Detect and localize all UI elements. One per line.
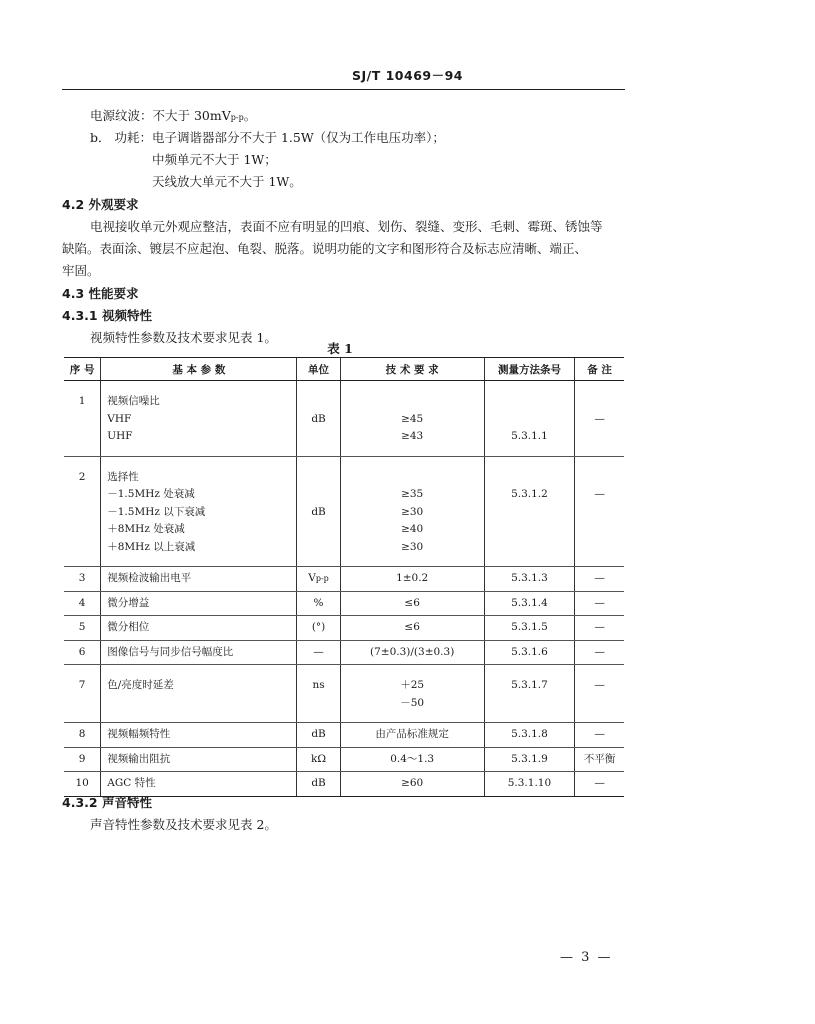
row-method-line [485, 428, 575, 446]
row-method-line [485, 775, 575, 793]
row-method-line [485, 644, 575, 662]
section-4-2-para-line2: 缺陷。表面涂、镀层不应起泡、龟裂、脱落。说明功能的文字和图形符合及标志应清晰、端正、 [62, 241, 588, 256]
row-parameter-text: 视频检波输出电平 [107, 572, 192, 584]
row-no-text: 2 [78, 470, 86, 483]
row-unit-line [297, 775, 339, 793]
row-note [575, 456, 624, 567]
row-parameter-line [107, 751, 296, 769]
row-no-text: 4 [78, 596, 86, 609]
row-method [484, 640, 575, 665]
row-no [64, 456, 101, 567]
row-note [575, 591, 624, 616]
row-parameter [101, 665, 297, 723]
header-parameter: 基 本 参 数 [101, 358, 297, 381]
row-method-text: 5.3.1.5 [511, 621, 548, 633]
row-parameter-text: －1.5MHz 以下衰减 [107, 505, 206, 518]
row-no-text: 1 [78, 395, 86, 407]
row-parameter [101, 747, 297, 772]
row-method-text: 5.3.1.2 [511, 488, 548, 500]
table-row [64, 665, 624, 723]
power-consumption-line: b． 功耗：电子调谐器部分不大于 1.5W（仅为工作电压功率）； [90, 130, 445, 145]
row-parameter-text: ＋8MHz 处衰减 [107, 523, 185, 535]
row-method-line [485, 695, 575, 713]
row-requirement [340, 616, 484, 641]
row-note-line [575, 504, 624, 522]
row-requirement-line [341, 411, 484, 429]
row-parameter-line [107, 521, 296, 539]
row-unit [297, 723, 340, 748]
row-parameter-text: VHF [107, 412, 132, 425]
table-row [64, 567, 624, 592]
row-note-line [575, 411, 624, 429]
row-method-text: 5.3.1.9 [511, 752, 548, 765]
row-parameter-text: 微分增益 [107, 596, 150, 609]
row-unit-line [297, 619, 339, 637]
row-unit-line [297, 411, 339, 429]
row-unit [297, 640, 340, 665]
row-unit [297, 772, 340, 797]
header-requirement: 技 术 要 求 [340, 358, 484, 381]
row-method-line [485, 726, 575, 744]
ripple-line [90, 106, 256, 124]
header-rule [62, 89, 625, 90]
row-unit-line [297, 428, 339, 446]
row-requirement [340, 747, 484, 772]
row-note-line [575, 428, 624, 446]
table-row [64, 381, 624, 457]
row-parameter [101, 381, 297, 457]
row-note-text: — [594, 572, 605, 584]
table-row [64, 591, 624, 616]
section-4-2-para-line1: 电视接收单元外观应整洁，表面不应有明显的凹痕、划伤、裂缝、变形、毛刺、霉斑、锈蚀等 [90, 219, 603, 234]
ripple-subscript: p-p [230, 113, 244, 122]
row-method [484, 456, 575, 567]
row-requirement-text: ≥40 [401, 523, 424, 535]
row-requirement-text: (7±0.3)/(3±0.3) [370, 645, 455, 658]
row-method [484, 723, 575, 748]
section-4-2-title: 4.2 外观要求 [62, 197, 139, 212]
table-header-row [64, 358, 624, 381]
row-parameter-text: －1.5MHz 处衰减 [107, 488, 195, 500]
table-row [64, 723, 624, 748]
row-requirement-line [341, 595, 484, 613]
row-method-text: 5.3.1.7 [511, 679, 548, 691]
row-method-line [485, 570, 575, 588]
row-requirement-text: ≥35 [401, 488, 424, 500]
row-note-line [575, 539, 624, 557]
row-method [484, 591, 575, 616]
row-note [575, 772, 624, 797]
table-row [64, 640, 624, 665]
row-parameter-text: 选择性 [107, 470, 139, 483]
header-note: 备 注 [575, 358, 624, 381]
row-no [64, 381, 101, 457]
row-parameter [101, 591, 297, 616]
row-method-line [485, 486, 575, 504]
row-requirement-text: ≥30 [401, 540, 424, 553]
row-requirement-text: ≤6 [404, 596, 420, 609]
row-requirement-line [341, 570, 484, 588]
row-parameter-line [107, 644, 296, 662]
row-note-line [575, 570, 624, 588]
table-row [64, 456, 624, 567]
row-note-text: 不平衡 [583, 752, 616, 765]
row-requirement-line [341, 428, 484, 446]
row-method-line [485, 677, 575, 695]
row-note [575, 381, 624, 457]
row-unit-text: dB [311, 505, 326, 518]
document-header: SJ/T 10469－94 [352, 68, 463, 83]
row-note-line [575, 486, 624, 504]
row-no [64, 616, 101, 641]
row-unit-line [297, 726, 339, 744]
row-note-text: — [594, 488, 605, 500]
row-note-text: — [594, 645, 605, 658]
row-requirement [340, 665, 484, 723]
row-note-line [575, 469, 624, 487]
row-no [64, 591, 101, 616]
row-requirement-text: ＋25 [400, 679, 425, 691]
row-unit-text: dB [311, 412, 326, 425]
table-caption: 表 1 [327, 341, 353, 356]
row-note-line [575, 775, 624, 793]
row-parameter-line [107, 428, 296, 446]
page-number: — 3 — [560, 950, 613, 965]
row-unit-line [297, 644, 339, 662]
header-unit: 单位 [297, 358, 340, 381]
row-method-line [485, 411, 575, 429]
row-parameter-line [107, 539, 296, 557]
row-parameter [101, 567, 297, 592]
row-no-text: 9 [78, 752, 86, 765]
row-unit-text: dB [311, 728, 326, 740]
row-unit [297, 381, 340, 457]
row-requirement-text: 由产品标准规定 [375, 728, 449, 740]
row-unit [297, 616, 340, 641]
row-unit-line [297, 570, 339, 588]
row-unit-text: (°) [311, 621, 326, 633]
row-method-text: 5.3.1.10 [507, 777, 552, 789]
table-row [64, 747, 624, 772]
row-method-text: 5.3.1.3 [511, 572, 548, 584]
row-requirement [340, 381, 484, 457]
row-method [484, 567, 575, 592]
row-requirement [340, 567, 484, 592]
row-requirement-line [341, 726, 484, 744]
row-no-text: 8 [78, 728, 86, 740]
row-requirement-text: －50 [400, 696, 425, 709]
row-note [575, 616, 624, 641]
row-requirement-line [341, 695, 484, 713]
row-unit [297, 747, 340, 772]
row-unit-line [297, 595, 339, 613]
row-requirement [340, 772, 484, 797]
row-no [64, 747, 101, 772]
row-note [575, 640, 624, 665]
row-no-text: 10 [75, 777, 89, 789]
row-parameter-line [107, 595, 296, 613]
header-method: 测量方法条号 [484, 358, 575, 381]
row-parameter-line [107, 393, 296, 411]
row-parameter-text: 视频信噪比 [107, 395, 160, 407]
row-requirement-line [341, 393, 484, 411]
row-method [484, 381, 575, 457]
power-antenna-line: 天线放大单元不大于 1W。 [152, 174, 302, 189]
row-unit [297, 567, 340, 592]
row-parameter-text: UHF [107, 430, 133, 442]
row-requirement-line [341, 619, 484, 637]
row-note-text: — [594, 596, 605, 609]
row-requirement-text: 1±0.2 [396, 572, 429, 584]
row-method-line [485, 469, 575, 487]
row-method-line [485, 539, 575, 557]
row-requirement-line [341, 486, 484, 504]
row-note [575, 723, 624, 748]
section-4-3-2-para: 声音特性参数及技术要求见表 2。 [90, 817, 277, 832]
row-note-text: — [594, 728, 605, 740]
section-4-3-1-title: 4.3.1 视频特性 [62, 308, 152, 323]
row-requirement-line [341, 521, 484, 539]
row-method-line [485, 595, 575, 613]
row-parameter [101, 640, 297, 665]
section-4-3-1-para: 视频特性参数及技术要求见表 1。 [90, 330, 277, 345]
row-note-text: — [594, 777, 605, 789]
row-note-line [575, 695, 624, 713]
row-note-line [575, 595, 624, 613]
row-note [575, 747, 624, 772]
row-parameter-text: 微分相位 [107, 621, 150, 633]
row-note-line [575, 644, 624, 662]
row-unit-line [297, 393, 339, 411]
ripple-text: 电源纹波：不大于 30mV [90, 108, 231, 123]
row-unit-line [297, 677, 339, 695]
row-parameter-line [107, 726, 296, 744]
row-parameter-line [107, 570, 296, 588]
row-requirement-text: ≥60 [401, 777, 424, 789]
row-no [64, 640, 101, 665]
row-unit-text: — [313, 645, 324, 658]
row-no-text: 5 [78, 621, 86, 633]
row-method [484, 665, 575, 723]
row-unit [297, 456, 340, 567]
row-note-text: — [594, 679, 605, 691]
row-parameter-text: 视频幅频特性 [107, 728, 171, 740]
row-requirement [340, 591, 484, 616]
row-unit-line [297, 695, 339, 713]
row-parameter-line [107, 695, 296, 713]
section-4-3-2-title: 4.3.2 声音特性 [62, 795, 152, 810]
section-4-2-para-line3: 牢固。 [62, 263, 100, 278]
row-no-text: 3 [78, 572, 86, 584]
row-requirement [340, 456, 484, 567]
row-requirement-text: 0.4～1.3 [390, 752, 435, 765]
row-method-line [485, 521, 575, 539]
row-parameter-text: 视频输出阻抗 [107, 752, 171, 765]
row-method-text: 5.3.1.1 [511, 430, 548, 442]
row-parameter [101, 723, 297, 748]
unit-subscript: p-p [315, 574, 329, 583]
table-row [64, 616, 624, 641]
row-requirement-line [341, 751, 484, 769]
row-method-line [485, 751, 575, 769]
row-note [575, 665, 624, 723]
row-method-text: 5.3.1.6 [511, 645, 548, 658]
row-unit-text: ns [312, 679, 325, 691]
row-parameter-text: ＋8MHz 以上衰减 [107, 540, 196, 553]
row-requirement-line [341, 644, 484, 662]
row-note-text: — [594, 412, 605, 425]
row-unit-text: V [308, 572, 316, 584]
row-method [484, 747, 575, 772]
row-note-line [575, 521, 624, 539]
row-parameter-line [107, 619, 296, 637]
row-parameter-line [107, 775, 296, 793]
row-requirement-line [341, 775, 484, 793]
row-parameter [101, 456, 297, 567]
row-unit-line [297, 486, 339, 504]
row-requirement-line [341, 504, 484, 522]
row-requirement-line [341, 539, 484, 557]
header-no: 序 号 [64, 358, 101, 381]
row-no-text: 6 [78, 645, 86, 658]
ripple-end: 。 [243, 108, 257, 123]
row-requirement [340, 723, 484, 748]
row-unit-text: % [313, 596, 324, 609]
row-unit-text: dB [311, 777, 326, 789]
row-parameter [101, 616, 297, 641]
row-unit-line [297, 504, 339, 522]
row-parameter-text: 色/亮度时延差 [107, 679, 174, 691]
row-method-text: 5.3.1.8 [511, 728, 548, 740]
row-parameter-line [107, 411, 296, 429]
power-if-line: 中频单元不大于 1W； [152, 152, 277, 167]
row-no [64, 567, 101, 592]
row-requirement-text: ≥43 [401, 430, 424, 442]
row-method-text: 5.3.1.4 [511, 596, 548, 609]
row-parameter-line [107, 486, 296, 504]
row-no [64, 665, 101, 723]
row-unit-line [297, 539, 339, 557]
row-parameter-text: AGC 特性 [107, 777, 156, 789]
section-4-3-title: 4.3 性能要求 [62, 286, 139, 301]
row-note-line [575, 751, 624, 769]
row-parameter-line [107, 504, 296, 522]
row-unit-line [297, 521, 339, 539]
row-unit [297, 591, 340, 616]
row-requirement-text: ≥45 [401, 412, 424, 425]
row-method-line [485, 504, 575, 522]
row-no [64, 723, 101, 748]
row-requirement-text: ≤6 [404, 621, 420, 633]
row-note-line [575, 726, 624, 744]
row-note [575, 567, 624, 592]
row-unit [297, 665, 340, 723]
row-unit-line [297, 469, 339, 487]
row-unit-line [297, 751, 339, 769]
row-note-line [575, 677, 624, 695]
row-requirement [340, 640, 484, 665]
row-no-text: 7 [78, 679, 86, 691]
row-unit-text: kΩ [311, 752, 327, 765]
row-method [484, 616, 575, 641]
row-method-line [485, 619, 575, 637]
row-requirement-line [341, 677, 484, 695]
row-method [484, 772, 575, 797]
row-note-line [575, 393, 624, 411]
row-parameter-text: 图像信号与同步信号幅度比 [107, 645, 234, 658]
row-note-text: — [594, 621, 605, 633]
row-note-line [575, 619, 624, 637]
row-parameter-line [107, 469, 296, 487]
video-characteristics-table [64, 357, 624, 797]
row-method-line [485, 393, 575, 411]
row-requirement-text: ≥30 [401, 505, 424, 518]
row-parameter-line [107, 677, 296, 695]
row-requirement-line [341, 469, 484, 487]
